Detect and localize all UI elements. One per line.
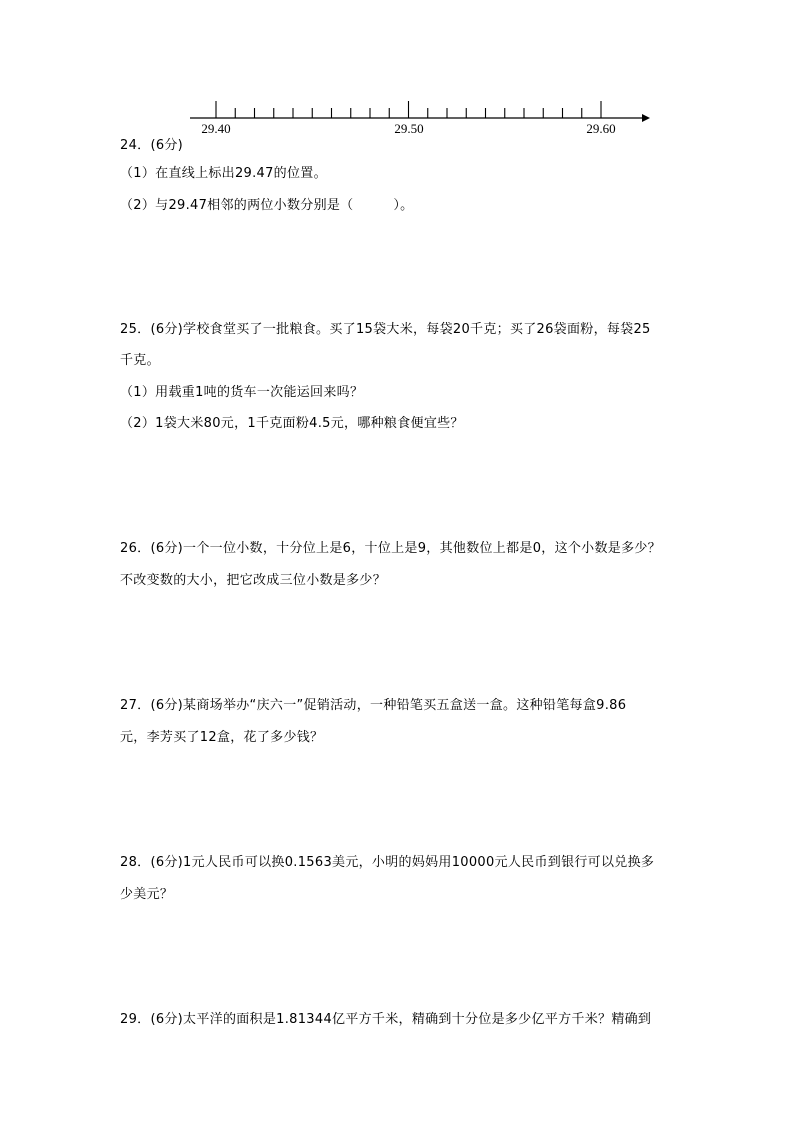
- tick-label-start: 29.40: [201, 121, 231, 136]
- question-28-header: 28．(6分)1元人民币可以换0.1563美元，小明的妈妈用10000元人民币到银行可以兑换多: [120, 855, 655, 870]
- question-25-line-1: 千克。: [120, 353, 160, 368]
- tick-label-mid: 29.50: [394, 121, 424, 136]
- question-25-line-3: （2）1袋大米80元，1千克面粉4.5元，哪种粮食便宜些？: [120, 416, 464, 431]
- tick-label-end: 29.60: [586, 121, 616, 136]
- question-24-line-2: （2）与29.47相邻的两位小数分别是（ ）。: [120, 198, 414, 213]
- question-24-header: 24．(6分): [120, 138, 184, 153]
- question-26-line-1: 不改变数的大小，把它改成三位小数是多少？: [120, 573, 387, 588]
- question-25-line-2: （1）用载重1吨的货车一次能运回来吗？: [120, 385, 364, 400]
- question-28-line-1: 少美元？: [120, 887, 174, 902]
- question-27-header: 27．(6分)某商场举办“庆六一”促销活动，一种铅笔买五盒送一盒。这种铅笔每盒9.86: [120, 698, 627, 713]
- question-27-line-1: 元，李芳买了12盒，花了多少钱？: [120, 730, 324, 745]
- number-line: [180, 95, 650, 140]
- question-25-header: 25．(6分)学校食堂买了一批粮食。买了15袋大米，每袋20千克；买了26袋面粉，每袋25: [120, 322, 651, 337]
- tick-group: [216, 101, 601, 118]
- question-24-line-1: （1）在直线上标出29.47的位置。: [120, 166, 327, 181]
- question-26-header: 26．(6分)一个一位小数，十分位上是6，十位上是9，其他数位上都是0，这个小数是多少？: [120, 541, 661, 556]
- question-29-header: 29．(6分)太平洋的面积是1.81344亿平方千米，精确到十分位是多少亿平方千米？精确到: [120, 1012, 652, 1027]
- axis-arrow: [642, 114, 650, 122]
